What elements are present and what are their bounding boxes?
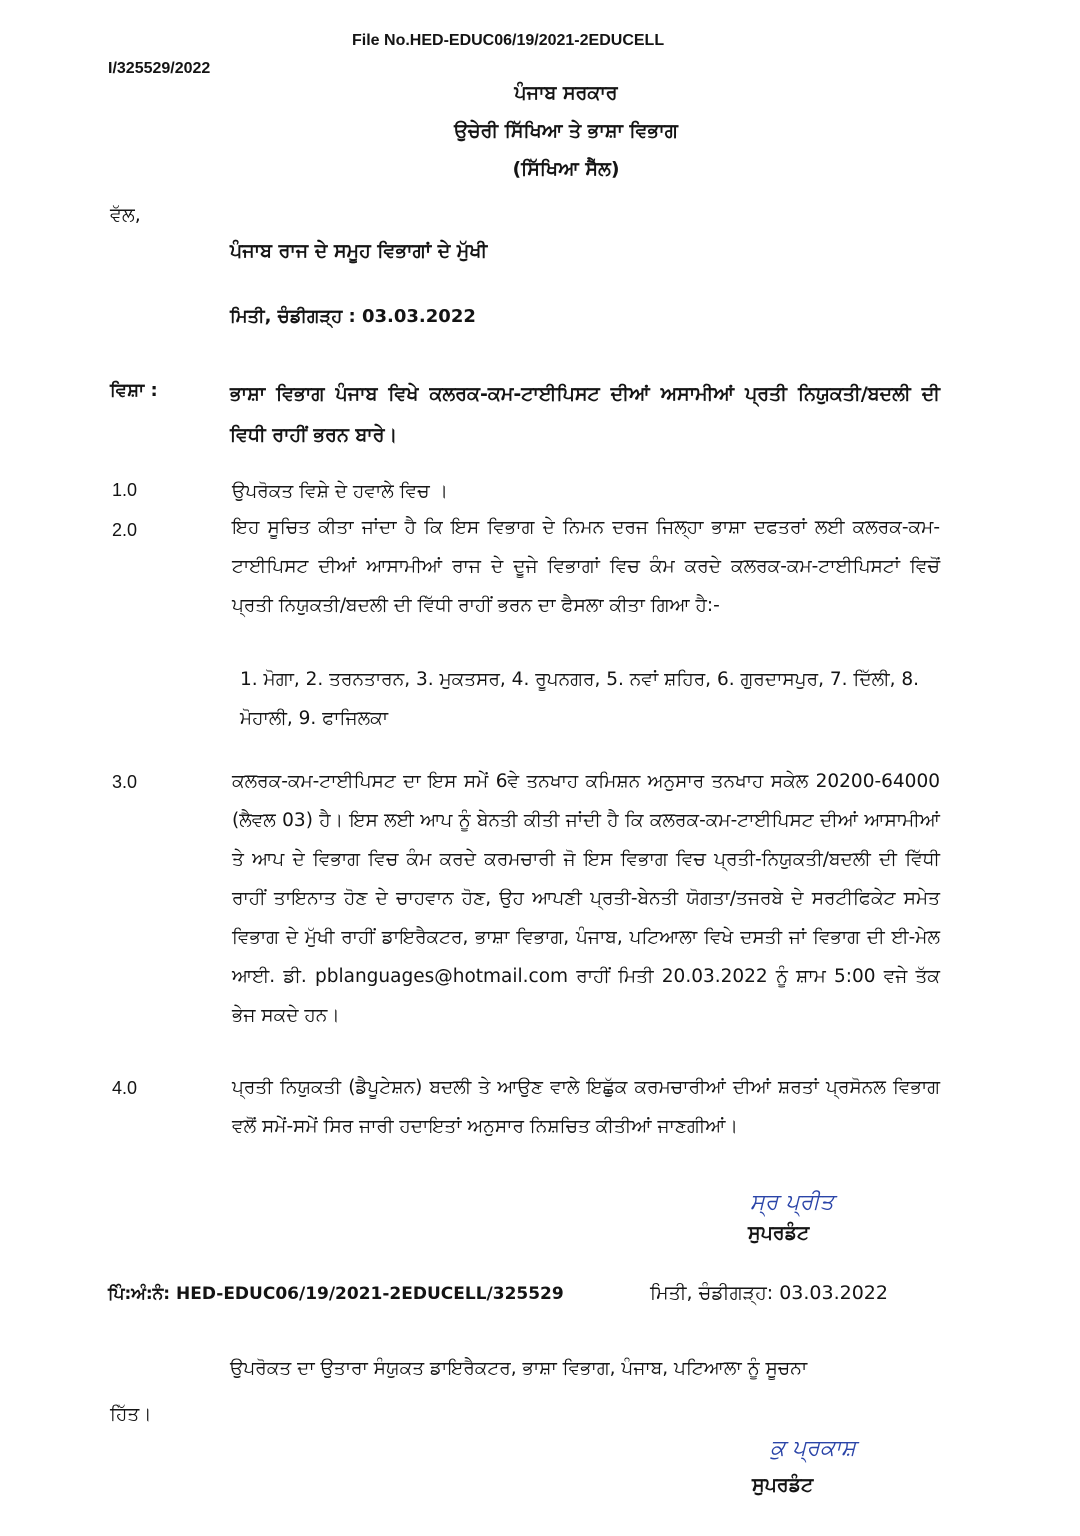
recipient: ਪੰਜਾਬ ਰਾਜ ਦੇ ਸਮੂਹ ਵਿਭਾਗਾਂ ਦੇ ਮੁੱਖੀ	[230, 240, 488, 262]
endorsement-reference: ਪਿੰ:ਅੰ:ਨੰ: HED-EDUC06/19/2021-2EDUCELL/325529	[108, 1284, 564, 1304]
paragraph-number: 3.0	[112, 772, 138, 792]
file-number: File No.HED-EDUC06/19/2021-2EDUCELL	[352, 32, 665, 49]
to-label: ਵੱਲ,	[110, 204, 141, 226]
copy-to-text: ਉਪਰੋਕਤ ਦਾ ਉਤਾਰਾ ਸੰਯੁਕਤ ਡਾਇਰੈਕਟਰ, ਭਾਸ਼ਾ ਵਿਭਾਗ, ਪੰਜਾਬ, ਪਟਿਆਲਾ ਨੂੰ ਸੂਚਨਾ	[230, 1358, 808, 1379]
signature-initials: ਕੁ ਪ੍ਰਕਾਸ਼	[770, 1436, 856, 1461]
subject-label: ਵਿਸ਼ਾ :	[110, 380, 158, 401]
paragraph-text: ਉਪਰੋਕਤ ਵਿਸ਼ੇ ਦੇ ਹਵਾਲੇ ਵਿਚ ।	[232, 481, 448, 502]
reference-id: I/325529/2022	[108, 60, 211, 77]
paragraph-number: 2.0	[112, 520, 138, 540]
signatory-title: ਸੁਪਰਡੰਟ	[752, 1474, 814, 1496]
subject-text: ਭਾਸ਼ਾ ਵਿਭਾਗ ਪੰਜਾਬ ਵਿਖੇ ਕਲਰਕ-ਕਮ-ਟਾਈਪਿਸਟ ਦੀਆਂ ਅਸਾਮੀਆਂ ਪ੍ਰਤੀ ਨਿਯੁਕਤੀ/ਬਦਲੀ ਦੀ ਵਿਧੀ ਰਾਹੀਂ ਭਰਨ ਬਾਰੇ।	[230, 383, 940, 446]
signatory-title: ਸੁਪਰਡੰਟ	[748, 1222, 810, 1244]
government-heading: ਪੰਜਾਬ ਸਰਕਾਰ	[514, 82, 618, 104]
paragraph-number: 1.0	[112, 480, 138, 500]
department-heading: ਉਚੇਰੀ ਸਿੱਖਿਆ ਤੇ ਭਾਸ਼ਾ ਵਿਭਾਗ	[454, 120, 678, 142]
paragraph-text: ਕਲਰਕ-ਕਮ-ਟਾਈਪਿਸਟ ਦਾ ਇਸ ਸਮੇਂ 6ਵੇ ਤਨਖਾਹ ਕਮਿਸ਼ਨ ਅਨੁਸਾਰ ਤਨਖਾਹ ਸਕੇਲ 20200-64000 (ਲੈਵਲ 03) ਹੈ। ਇਸ ਲਈ ਆਪ ਨੂੰ ਬੇਨਤੀ ਕੀਤੀ ਜਾਂਦੀ ਹੈ ਕਿ ਕਲਰਕ-ਕਮ-ਟਾਈਪਿਸਟ ਦੀਆਂ ਆਸਾਮੀਆਂ ਤੇ ਆਪ ਦੇ ਵਿਭਾਗ ਵਿਚ ਕੰਮ ਕਰਦੇ ਕਰਮਚਾਰੀ ਜੋ ਇਸ ਵਿਭਾਗ ਵਿਚ ਪ੍ਰਤੀ-ਨਿਯੁਕਤੀ/ਬਦਲੀ ਦੀ ਵਿੱਧੀ ਰਾਹੀਂ ਤਾਇਨਾਤ ਹੋਣ ਦੇ ਚਾਹਵਾਨ ਹੋਣ, ਉਹ ਆਪਣੀ ਪ੍ਰਤੀ-ਬੇਨਤੀ ਯੋਗਤਾ/ਤਜਰਬੇ ਦੇ ਸਰਟੀਫਿਕੇਟ ਸਮੇਤ ਵਿਭਾਗ ਦੇ ਮੁੱਖੀ ਰਾਹੀਂ ਡਾਇਰੈਕਟਰ, ਭਾਸ਼ਾ ਵਿਭਾਗ, ਪੰਜਾਬ, ਪਟਿਆਲਾ ਵਿਖੇ ਦਸਤੀ ਜਾਂ ਵਿਭਾਗ ਦੀ ਈ-ਮੇਲ ਆਈ. ਡੀ. pblanguages@hotmail.com ਰਾਹੀਂ ਮਿਤੀ 20.03.2022 ਨੂੰ ਸ਼ਾਮ 5:00 ਵਜੇ ਤੱਕ ਭੇਜ ਸਕਦੇ ਹਨ।	[232, 771, 940, 1026]
paragraph-text: ਇਹ ਸੂਚਿਤ ਕੀਤਾ ਜਾਂਦਾ ਹੈ ਕਿ ਇਸ ਵਿਭਾਗ ਦੇ ਨਿਮਨ ਦਰਜ ਜਿਲ੍ਹਾ ਭਾਸ਼ਾ ਦਫਤਰਾਂ ਲਈ ਕਲਰਕ-ਕਮ-ਟਾਈਪਿਸਟ ਦੀਆਂ ਆਸਾਮੀਆਂ ਰਾਜ ਦੇ ਦੂਜੇ ਵਿਭਾਗਾਂ ਵਿਚ ਕੰਮ ਕਰਦੇ ਕਲਰਕ-ਕਮ-ਟਾਈਪਿਸਟਾਂ ਵਿਚੋਂ ਪ੍ਰਤੀ ਨਿਯੁਕਤੀ/ਬਦਲੀ ਦੀ ਵਿੱਧੀ ਰਾਹੀਂ ਭਰਨ ਦਾ ਫੈਸਲਾ ਕੀਤਾ ਗਿਆ ਹੈ:-	[232, 517, 940, 616]
signature-initials: ਸ੍ਰ ਪ੍ਰੀਤ	[750, 1190, 834, 1215]
district-list: 1. ਮੋਗਾ, 2. ਤਰਨਤਾਰਨ, 3. ਮੁਕਤਸਰ, 4. ਰੂਪਨਗਰ, 5. ਨਵਾਂ ਸ਼ਹਿਰ, 6. ਗੁਰਦਾਸਪੁਰ, 7. ਦਿੱਲੀ, 8. ਮੋਹਾਲੀ, 9. ਫਾਜਿਲਕਾ	[240, 669, 920, 729]
copy-to-text-end: ਹਿੱਤ।	[110, 1404, 152, 1425]
endorsement-date: ਮਿਤੀ, ਚੰਡੀਗੜ੍ਹ: 03.03.2022	[650, 1282, 888, 1304]
paragraph-number: 4.0	[112, 1078, 138, 1098]
letter-date: ਮਿਤੀ, ਚੰਡੀਗੜ੍ਹ : 03.03.2022	[230, 306, 476, 327]
paragraph-text: ਪ੍ਰਤੀ ਨਿਯੁਕਤੀ (ਡੈਪੂਟੇਸ਼ਨ) ਬਦਲੀ ਤੇ ਆਉਣ ਵਾਲੇ ਇਛੁੱਕ ਕਰਮਚਾਰੀਆਂ ਦੀਆਂ ਸ਼ਰਤਾਂ ਪ੍ਰਸੋਨਲ ਵਿਭਾਗ ਵਲੋਂ ਸਮੇਂ-ਸਮੇਂ ਸਿਰ ਜਾਰੀ ਹਦਾਇਤਾਂ ਅਨੁਸਾਰ ਨਿਸ਼ਚਿਤ ਕੀਤੀਆਂ ਜਾਣਗੀਆਂ।	[232, 1077, 940, 1137]
cell-heading: (ਸਿੱਖਿਆ ਸੈੱਲ)	[512, 158, 620, 180]
